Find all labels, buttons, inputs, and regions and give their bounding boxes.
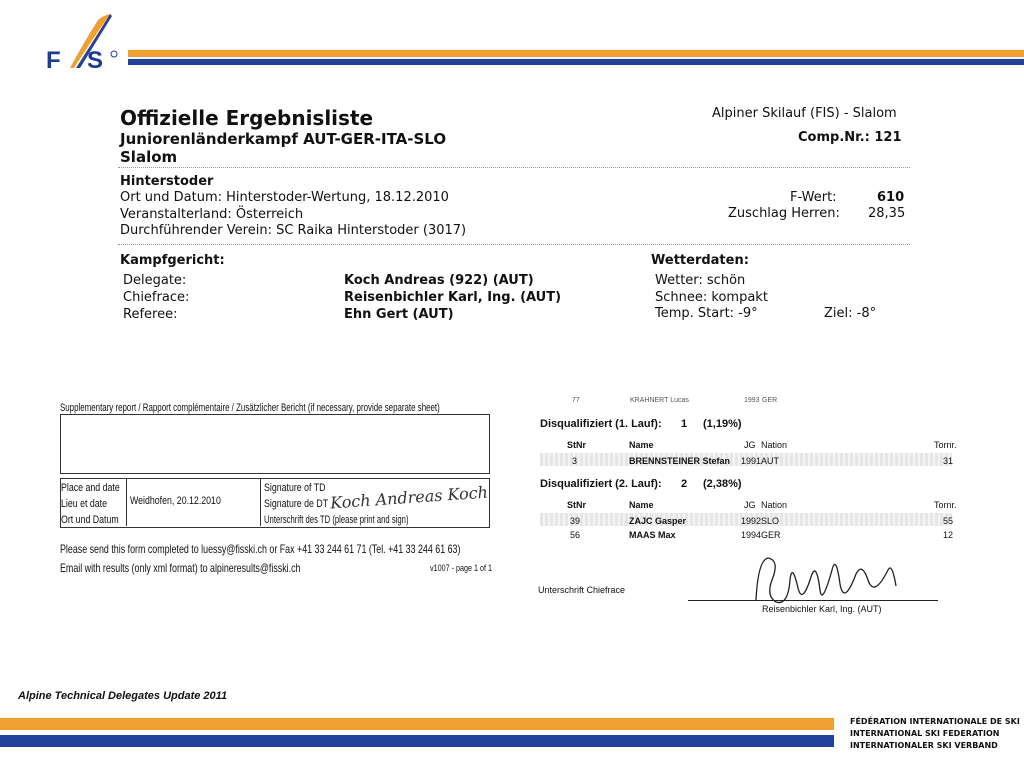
- report-box-divider-1: [126, 478, 127, 526]
- jury-chiefrace-role: Chiefrace:: [123, 290, 190, 305]
- dq-cut-row-stnr: 77: [572, 397, 580, 404]
- dq-run1-col-tor: Tornr.: [934, 440, 957, 450]
- dq-run1-row-nation: AUT: [761, 456, 779, 466]
- footer-org-fr: FÉDÉRATION INTERNATIONALE DE SKI: [850, 717, 1020, 726]
- report-text-box: [60, 414, 490, 474]
- td-handwritten-signature: Koch Andreas Koch: [329, 482, 489, 513]
- dq-run2-row1-jg: 1992: [741, 516, 762, 526]
- dq-cut-row-jg: 1993: [744, 397, 760, 404]
- f-value: 610: [877, 190, 905, 205]
- chiefrace-sign-name: Reisenbichler Karl, Ing. (AUT): [762, 604, 882, 614]
- dq-run2-col-nation: Nation: [761, 500, 788, 510]
- dq-run2-row2-stnr: 56: [570, 530, 581, 540]
- place-date-label-de: Ort und Datum: [61, 514, 119, 526]
- td-signature-label-en: Signature of TD: [264, 482, 326, 494]
- dq-run1-col-name: Name: [629, 440, 654, 450]
- report-send-line: Please send this form completed to luessy@fisski.ch or Fax +41 33 244 61 71 (Tel. +41 33 244 61 63): [60, 542, 461, 556]
- dq-run2-row2-jg: 1994: [741, 530, 762, 540]
- sheet-subtitle: Juniorenländerkampf AUT-GER-ITA-SLO: [120, 130, 447, 148]
- dq-run1-row-stnr: 3: [572, 456, 578, 466]
- dq-run1-label: Disqualifiziert (1. Lauf):: [540, 418, 662, 430]
- penalty-value: 28,35: [868, 206, 906, 221]
- dq-run1-col-jg: JG: [744, 440, 756, 450]
- dq-run2-col-jg: JG: [744, 500, 756, 510]
- jury-chiefrace-name: Reisenbichler Karl, Ing. (AUT): [344, 290, 562, 305]
- jury-delegate-name: Koch Andreas (922) (AUT): [344, 273, 534, 288]
- jury-delegate-role: Delegate:: [123, 273, 187, 288]
- organizing-club: Durchführender Verein: SC Raika Hinterstoder (3017): [120, 223, 467, 238]
- dq-run2-row2-tor: 12: [943, 530, 954, 540]
- dq-run2-col-stnr: StNr: [567, 500, 587, 510]
- report-header: Supplementary report / Rapport complémentaire / Zusätzlicher Bericht (if necessary, provide separate sheet): [60, 402, 440, 414]
- report-email-line: Email with results (only xml format) to alpineresults@fisski.ch: [60, 561, 301, 575]
- snow-value: Schnee: kompakt: [655, 290, 768, 305]
- footer-blue-bar: [0, 735, 834, 747]
- jury-referee-name: Ehn Gert (AUT): [344, 307, 454, 322]
- dq-run2-row1-nation: SLO: [761, 516, 780, 526]
- jury-heading: Kampfgericht:: [120, 253, 225, 268]
- chiefrace-sign-line: [688, 600, 938, 601]
- place-date-label-en: Place and date: [61, 482, 120, 494]
- comp-number: Comp.Nr.: 121: [798, 130, 902, 145]
- sheet-divider: [118, 167, 910, 168]
- dq-run2-pct: (2,38%): [703, 478, 742, 490]
- footer-orange-bar: [0, 718, 834, 730]
- dq-run2-row2-name: MAAS Max: [629, 530, 676, 540]
- place-date: Ort und Datum: Hinterstoder-Wertung, 18.12.2010: [120, 190, 449, 205]
- dq-cut-row-nation: GER: [762, 397, 778, 404]
- fis-logo: [40, 10, 130, 72]
- place-date-value: Weidhofen, 20.12.2010: [130, 495, 221, 507]
- organizer-country: Veranstalterland: Österreich: [120, 207, 304, 222]
- f-value-label: F-Wert:: [790, 190, 837, 205]
- report-box-divider-2: [260, 478, 261, 526]
- dq-run2-row1-name: ZAJC Gasper: [629, 516, 687, 526]
- dq-run1-row-jg: 1991: [741, 456, 762, 466]
- jury-referee-role: Referee:: [123, 307, 178, 322]
- header-orange-bar: [128, 50, 1024, 57]
- weather-value: Wetter: schön: [655, 273, 746, 288]
- dq-run2-count: 2: [681, 478, 688, 490]
- footer-org-en: INTERNATIONAL SKI FEDERATION: [850, 729, 1000, 738]
- venue-name: Hinterstoder: [120, 174, 214, 189]
- report-version: v1007 - page 1 of 1: [430, 563, 493, 573]
- dq-run1-col-stnr: StNr: [567, 440, 587, 450]
- footer-caption: Alpine Technical Delegates Update 2011: [18, 690, 228, 702]
- dq-run1-pct: (1,19%): [703, 418, 742, 430]
- svg-text:S: S: [87, 47, 104, 72]
- dq-run2-col-name: Name: [629, 500, 654, 510]
- header-blue-bar: [128, 59, 1024, 65]
- svg-text:F: F: [46, 47, 61, 72]
- dq-run1-col-nation: Nation: [761, 440, 788, 450]
- dq-run2-row1-tor: 55: [943, 516, 954, 526]
- supplementary-report-form: [58, 400, 492, 530]
- dq-run1-row-name: BRENNSTEINER Stefan: [629, 456, 731, 466]
- fis-logo-swoosh-icon: [40, 10, 130, 72]
- dq-run2-row1-stnr: 39: [570, 516, 581, 526]
- weather-heading: Wetterdaten:: [651, 253, 749, 268]
- sheet-title: Offizielle Ergebnisliste: [120, 106, 374, 130]
- temp-finish: Ziel: -8°: [824, 306, 877, 321]
- penalty-label: Zuschlag Herren:: [728, 206, 840, 221]
- dq-run2-col-tor: Tornr.: [934, 500, 957, 510]
- dq-run2-label: Disqualifiziert (2. Lauf):: [540, 478, 662, 490]
- sheet-divider-2: [118, 244, 910, 245]
- temp-start: Temp. Start: -9°: [655, 306, 758, 321]
- sheet-category: Alpiner Skilauf (FIS) - Slalom: [712, 106, 897, 121]
- dq-cut-row-name: KRAHNERT Lucas: [630, 397, 689, 404]
- dq-run1-count: 1: [681, 418, 688, 430]
- sheet-discipline: Slalom: [120, 148, 178, 166]
- place-date-label-fr: Lieu et date: [61, 498, 107, 510]
- td-signature-label-de: Unterschrift des TD (please print and sign): [264, 514, 409, 526]
- dq-run2-row2-nation: GER: [761, 530, 781, 540]
- footer-org-de: INTERNATIONALER SKI VERBAND: [850, 741, 998, 750]
- chiefrace-sign-label: Unterschrift Chiefrace: [538, 585, 626, 595]
- td-signature-label-fr: Signature de DT: [264, 498, 329, 510]
- dq-run1-row-tor: 31: [943, 456, 954, 466]
